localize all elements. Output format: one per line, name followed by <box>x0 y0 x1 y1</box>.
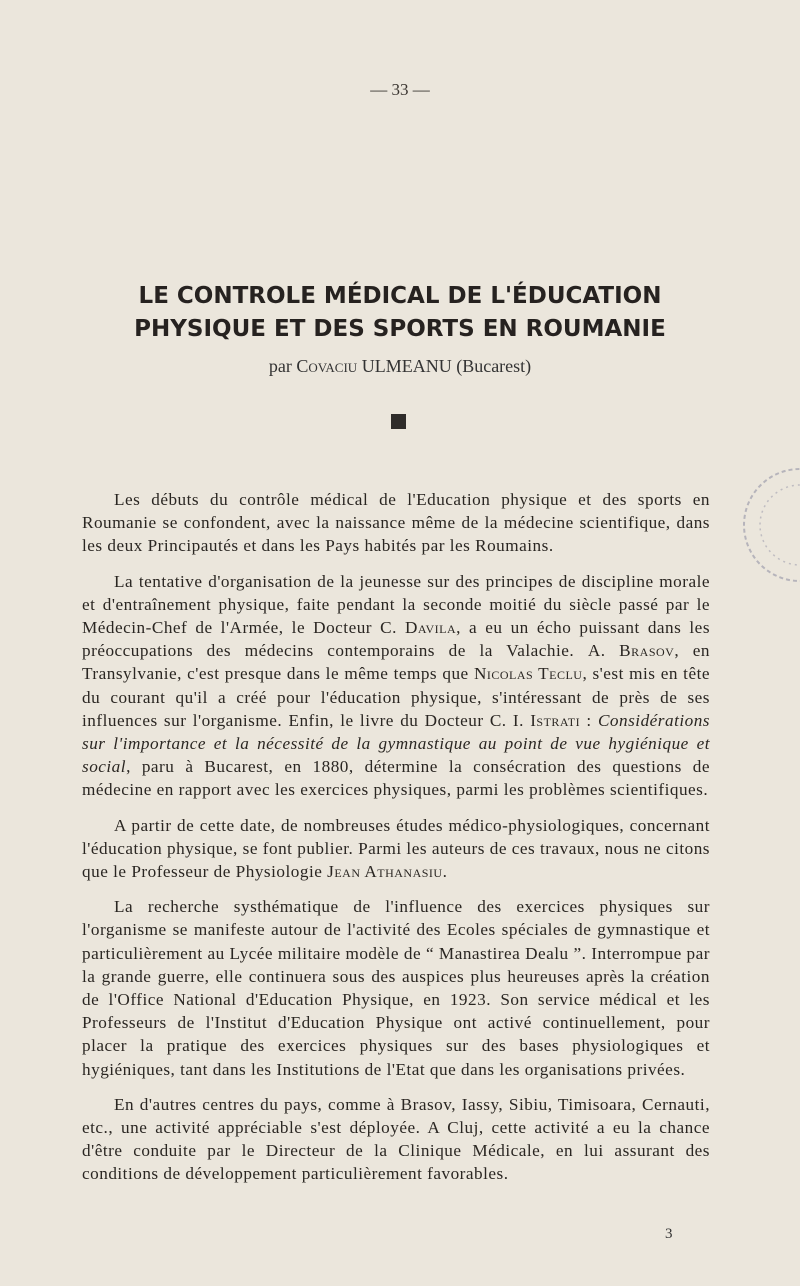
paragraph-5: En d'autres centres du pays, comme à Brasov, Iassy, Sibiu, Timisoara, Cernauti, etc., une activité appréciable s'est déployée. A Cluj, cette activité a eu la chance d'être conduite par le Directeur de la Clinique Médicale, en lui assurant des conditions de développement particulièrement favorables. <box>82 1094 710 1184</box>
footer-signature-mark: 3 <box>665 1226 673 1242</box>
library-stamp-icon <box>738 440 800 610</box>
page-number: — 33 — <box>370 80 430 99</box>
paragraph-4: La recherche systhématique de l'influence des exercices physiques sur l'organisme se manifeste autour de l'activité des Ecoles spéciales de gymnastique et particulièrement au Lycée militaire modèle de “ Manastirea Dealu ”. Interrompue par la grande guerre, elle continuera sous des auspices plus heureuses après la création de l'Office National d'Education Physique, en 1923. Son service médical et les Professeurs de l'Institut d'Education Physique ont activé continuellement, pour placer la pratique des exercices physiques sur des bases physiologiques et hygiéniques, tant dans les Institutions de l'Etat que dans les organisations privées. <box>82 897 710 1079</box>
author-location: (Bucarest) <box>456 356 532 376</box>
name-teclu: Nicolas Teclu <box>473 664 583 684</box>
title-line-1: LE CONTROLE MÉDICAL DE L'ÉDUCATION <box>138 283 662 309</box>
article-body <box>82 488 710 1198</box>
article-title <box>60 280 740 346</box>
book-title: Considérations sur l'importance et la nécessité de la gymnastique au point de vue hygiénique et social <box>82 710 710 777</box>
name-brasov: A. Brasov <box>587 641 675 661</box>
paragraph-1: Les débuts du contrôle médical de l'Education physique et des sports en Roumanie se confondent, avec la naissance même de la médecine scientifique, dans les deux Principautés et dans les Pays habités par les Roumains. <box>82 490 710 556</box>
name-davila: C. Davila <box>380 618 457 638</box>
byline <box>0 356 800 377</box>
ornament-square <box>391 414 406 429</box>
name-istrati: C. I. Istrati <box>489 710 581 730</box>
title-line-2: PHYSIQUE ET DES SPORTS EN ROUMANIE <box>134 316 666 342</box>
name-athanasiu: Jean Athanasiu <box>327 862 443 882</box>
byline-prefix: par <box>268 356 292 376</box>
paragraph-3: A partir de cette date, de nombreuses études médico-physiologiques, concernant l'éducation physique, se font publier. Parmi les auteurs de ces travaux, nous ne citons que le Professeur de Physiologie Jean Athanasiu. <box>82 815 710 882</box>
paragraph-2: La tentative d'organisation de la jeunesse sur des principes de discipline morale et d'entraînement physique, faite pendant la seconde moitié du siècle passé par le Médecin-Chef de l'Armée, le Docteur C. Davila, a eu un écho puissant dans les préoccupations des médecins contemporains de la Valachie. A. Brasov, en Transylvanie, c'est presque dans le même temps que Nicolas Teclu, s'est mis en tête du courant qu'il a créé pour l'éducation physique, s'intéressant de près de ses influences sur l'organisme. Enfin, le livre du Docteur C. I. Istrati : Considérations sur l'importance et la nécessité de la gymnastique au point de vue hygiénique et social, paru à Bucarest, en 1880, détermine la consécration des questions de médecine en rapport avec les exercices physiques, parmi les problèmes scientifiques. <box>82 571 711 800</box>
author-last-name: ULMEANU <box>361 356 452 376</box>
author-first-name: Covaciu <box>296 356 358 376</box>
